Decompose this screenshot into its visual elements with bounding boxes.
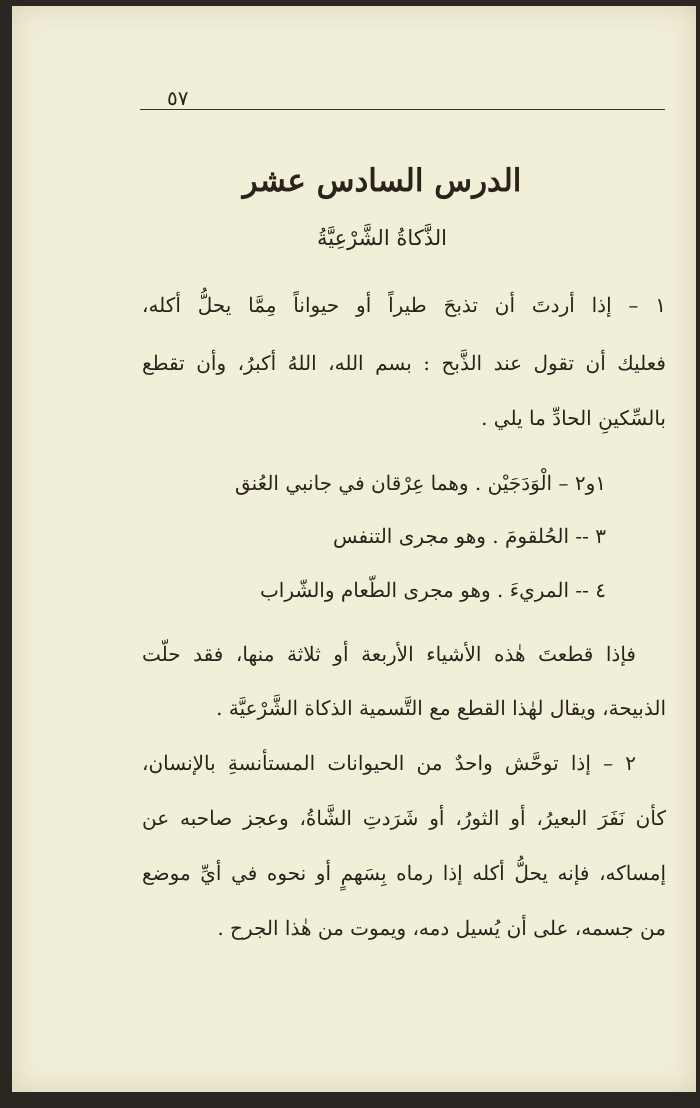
paragraph-line: ٢ – إذا توحَّش واحدٌ من الحيوانات المستأنسةِ بالإنسان،: [142, 751, 636, 775]
paragraph-line: من جسمه، على أن يُسيل دمه، ويموت من هٰذا الجرح .: [217, 916, 666, 940]
paragraph-line: فعليك أن تقول عند الذَّبح : بسم الله، اللهُ أكبرُ، وأن تقطع: [142, 351, 666, 375]
paragraph-line: إمساكه، فإنه يحلُّ أكله إذا رماه بِسَهمٍ أو نحوه في أيِّ موضع: [142, 861, 666, 885]
page-number: ٥٧: [167, 86, 189, 110]
book-page: [12, 6, 696, 1092]
list-item: ٣ -- الحُلقومَ . وهو مجرى التنفس: [333, 524, 606, 548]
paragraph-line: ١ – إذا أردتَ أن تذبحَ طيراً أو حيواناً مِمَّا يحلُّ أكله،: [142, 293, 666, 317]
list-item: ٤ -- المريءَ . وهو مجرى الطّعام والشّراب: [259, 578, 606, 602]
lesson-title: الدرس السادس عشر: [242, 163, 522, 199]
header-rule: [140, 109, 665, 110]
paragraph-line: الذبيحة، ويقال لهٰذا القطع مع التَّسمية الذكاة الشَّرْعيَّة .: [216, 696, 666, 720]
paragraph-line: بالسِّكينِ الحادِّ ما يلي .: [481, 406, 666, 430]
lesson-subtitle: الذَّكاةُ الشَّرْعِيَّةُ: [316, 226, 447, 250]
paragraph-line: كأن نَفَرَ البعيرُ، أو الثورُ، أو شَرَدتِ الشَّاةُ، وعجز صاحبه عن: [142, 806, 666, 830]
list-item: ١و٢ – الْوَدَجَيْن . وهما عِرْقان في جانبي العُنق: [234, 471, 606, 495]
paragraph-line: فإذا قطعتَ هٰذه الأشياء الأربعة أو ثلاثة منها، فقد حلّت: [142, 642, 636, 666]
